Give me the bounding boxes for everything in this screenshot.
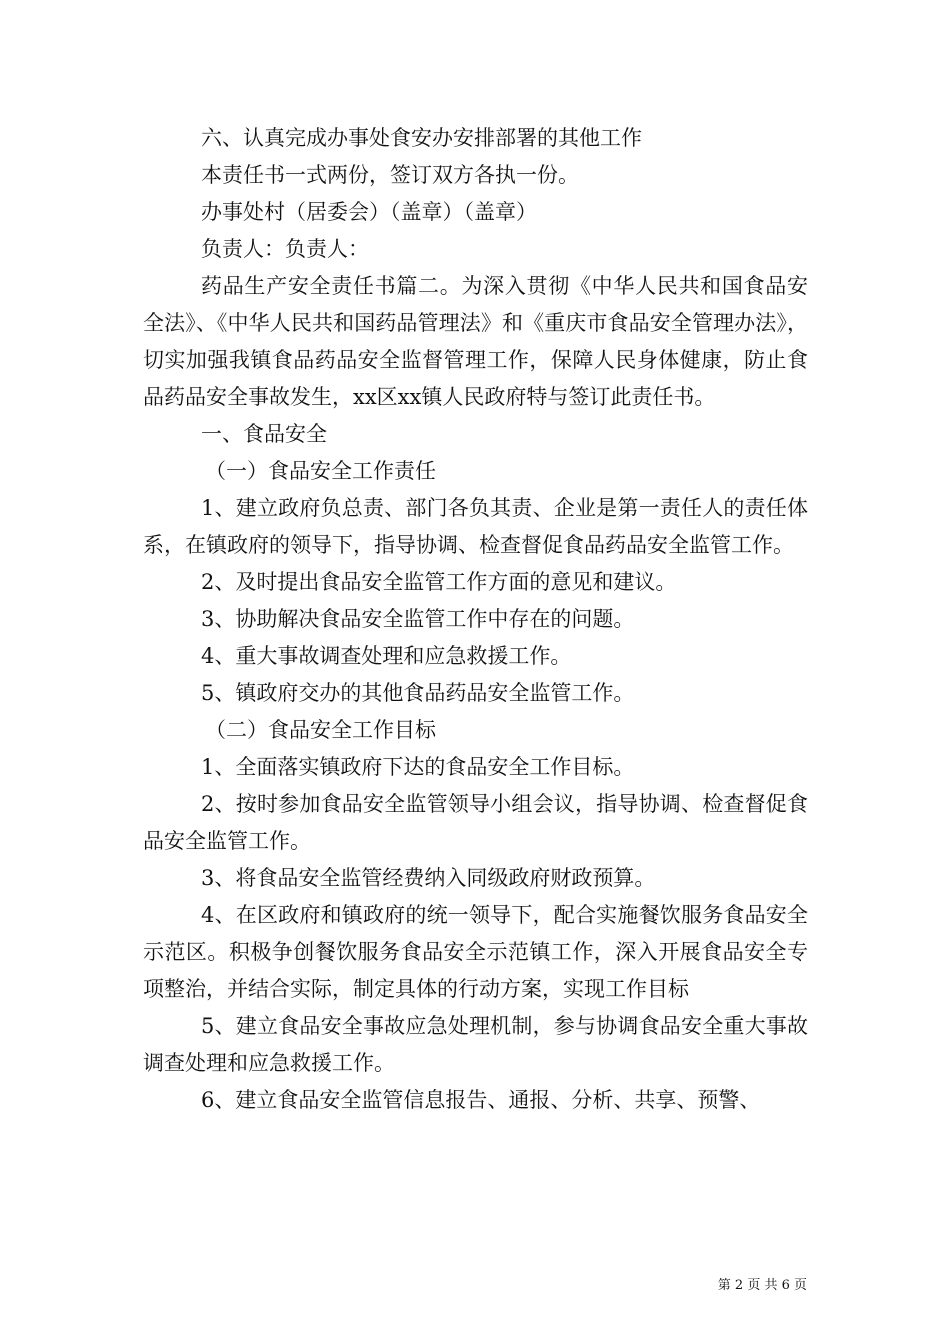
paragraph-intro: 药品生产安全责任书篇二。为深入贯彻《中华人民共和国食品安全法》、《中华人民共和国药品管理法》和《重庆市食品安全管理办法》，切实加强我镇食品药品安全监督管理工作，保障人民身体健康，防止食品药品安全事故发生，xx区xx镇人民政府特与签订此责任书。 [143,274,808,409]
paragraph-closing-item-six: 六、认真完成办事处食安办安排部署的其他工作 [201,126,642,150]
page-number-footer: 第 2 页 共 6 页 [717,1278,807,1293]
list-item: 1、全面落实镇政府下达的食品安全工作目标。 [201,755,635,779]
list-item: 2、及时提出食品安全监管工作方面的意见和建议。 [201,570,677,594]
list-item: 6、建立食品安全监管信息报告、通报、分析、共享、预警、 [201,1088,761,1112]
list-item: 4、在区政府和镇政府的统一领导下，配合实施餐饮服务食品安全示范区。积极争创餐饮服务食品安全示范镇工作，深入开展食品安全专项整治，并结合实际，制定具体的行动方案，实现工作目标 [143,903,808,1001]
section-heading-food-safety: 一、食品安全 [201,422,327,446]
list-item: 3、协助解决食品安全监管工作中存在的问题。 [201,607,635,631]
subsection-heading-responsibility: （一）食品安全工作责任 [205,459,436,483]
list-item: 4、重大事故调查处理和应急救援工作。 [201,644,572,668]
document-body [143,120,808,1119]
list-item: 2、按时参加食品安全监管领导小组会议，指导协调、检查督促食品安全监管工作。 [143,792,808,853]
paragraph-seal-line: 办事处村（居委会）（盖章）（盖章） [201,200,537,224]
paragraph-copies-note: 本责任书一式两份，签订双方各执一份。 [201,163,579,187]
paragraph-signatories: 负责人：负责人： [201,237,369,261]
list-item: 3、将食品安全监管经费纳入同级政府财政预算。 [201,866,656,890]
list-item: 5、镇政府交办的其他食品药品安全监管工作。 [201,681,635,705]
subsection-heading-goals: （二）食品安全工作目标 [205,718,436,742]
list-item: 1、建立政府负总责、部门各负其责、企业是第一责任人的责任体系，在镇政府的领导下，指导协调、检查督促食品药品安全监管工作。 [143,496,808,557]
list-item: 5、建立食品安全事故应急处理机制，参与协调食品安全重大事故调查处理和应急救援工作。 [143,1014,808,1075]
